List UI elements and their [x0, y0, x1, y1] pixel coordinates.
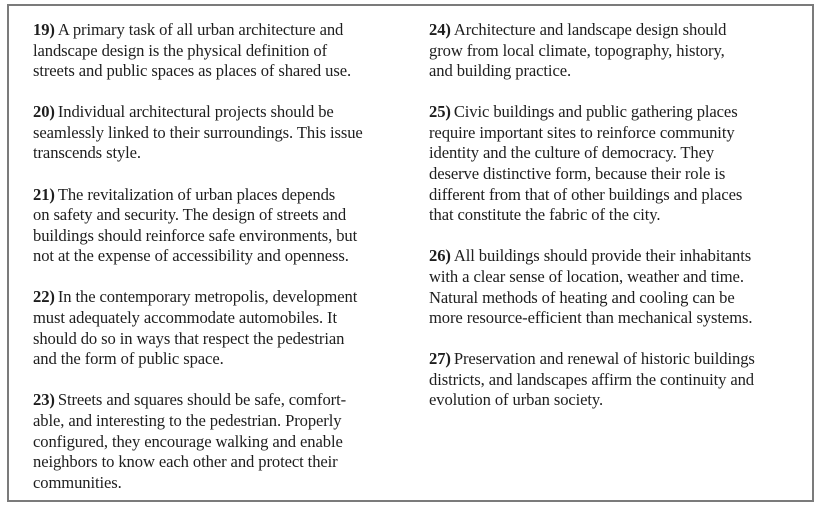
principle-number: 24) [429, 20, 451, 39]
document-frame [7, 4, 814, 502]
principle-line [429, 267, 799, 288]
principle-number: 22) [33, 287, 55, 307]
principle-text: landscape design is the physical definition of [33, 40, 328, 60]
principle-line [429, 102, 799, 123]
principle-line [429, 205, 799, 226]
principle-item [33, 185, 403, 267]
principle-text: able, and interesting to the pedestrian. Properly [33, 410, 342, 430]
principle-text: on safety and security. The design of streets and [33, 205, 347, 225]
principle-text: streets and public spaces as places of shared use. [33, 61, 352, 81]
principle-line [33, 102, 403, 123]
principle-line [429, 390, 799, 411]
principle-line [429, 288, 799, 309]
principle-item [429, 102, 799, 226]
principle-number: 25) [429, 102, 451, 122]
principle-line [33, 308, 403, 329]
principle-line [33, 287, 403, 308]
principle-text: All buildings should provide their inhabitants [453, 246, 752, 266]
principle-text: grow from local climate, topography, history, [429, 40, 725, 60]
principle-line [33, 390, 403, 411]
principle-number: 20) [33, 102, 55, 122]
principle-line [33, 143, 403, 164]
principle-number: 26) [429, 246, 451, 266]
principle-line [429, 349, 799, 370]
principle-number: 23) [33, 390, 55, 410]
principle-line [33, 123, 403, 144]
principle-line [33, 61, 403, 82]
principle-item [33, 287, 403, 369]
principle-text: Natural methods of heating and cooling can be [429, 287, 735, 307]
principle-line [33, 329, 403, 350]
principle-line [33, 185, 403, 206]
principle-line [429, 20, 799, 41]
principle-text: In the contemporary metropolis, development [57, 287, 358, 307]
principle-text: Streets and squares should be safe, comfort- [57, 390, 347, 410]
principle-text: evolution of urban society. [429, 390, 604, 410]
principle-item [429, 349, 799, 411]
principle-text: not at the expense of accessibility and openness. [33, 246, 349, 266]
principle-line [429, 41, 799, 62]
principle-line [33, 226, 403, 247]
principle-line [33, 349, 403, 370]
principle-text: communities. [33, 472, 122, 492]
principle-line [33, 20, 403, 41]
principle-text: buildings should reinforce safe environments, but [33, 225, 358, 245]
principle-number: 27) [429, 349, 451, 369]
principle-line [429, 308, 799, 329]
principle-item [33, 102, 403, 164]
principle-text: The revitalization of urban places depends [57, 184, 336, 204]
principle-line [33, 432, 403, 453]
principle-line [33, 452, 403, 473]
principle-text: configured, they encourage walking and enable [33, 431, 343, 451]
principle-line [429, 246, 799, 267]
principle-item [429, 20, 799, 82]
principle-text: Individual architectural projects should be [57, 102, 334, 122]
principle-text: more resource-efficient than mechanical systems. [429, 308, 753, 328]
principle-line [429, 370, 799, 391]
principle-line [429, 61, 799, 82]
principle-text: deserve distinctive form, because their role is [429, 164, 726, 184]
principle-text: different from that of other buildings and places [429, 184, 743, 204]
principle-text: seamlessly linked to their surroundings. This issue [33, 122, 363, 142]
principle-line [429, 143, 799, 164]
principle-line [429, 185, 799, 206]
principle-item [429, 246, 799, 328]
principle-item [33, 390, 403, 493]
principle-text: Preservation and renewal of historic buildings [453, 349, 755, 369]
principle-line [429, 123, 799, 144]
principle-text: neighbors to know each other and protect their [33, 452, 338, 472]
principle-text: and the form of public space. [33, 349, 224, 369]
principle-line [33, 246, 403, 267]
principle-text: transcends style. [33, 143, 141, 163]
principle-text: require important sites to reinforce community [429, 122, 735, 142]
principle-text: that constitute the fabric of the city. [429, 205, 661, 225]
principle-line [33, 473, 403, 494]
principle-text: identity and the culture of democracy. They [429, 143, 715, 163]
principle-line [33, 41, 403, 62]
principle-text: Architecture and landscape design should [453, 20, 727, 39]
principle-number: 21) [33, 184, 55, 204]
left-column [33, 20, 403, 514]
principle-line [429, 164, 799, 185]
principle-text: Civic buildings and public gathering places [453, 102, 738, 122]
principle-text: A primary task of all urban architecture and [57, 20, 344, 39]
principle-text: must adequately accommodate automobiles. It [33, 308, 337, 328]
principle-text: districts, and landscapes affirm the continuity and [429, 369, 755, 389]
principle-text: with a clear sense of location, weather and time. [429, 266, 744, 286]
right-column [429, 20, 799, 432]
principle-text: and building practice. [429, 61, 572, 81]
principle-number: 19) [33, 20, 55, 39]
principle-item [33, 20, 403, 82]
principle-text: should do so in ways that respect the pedestrian [33, 328, 345, 348]
principle-line [33, 205, 403, 226]
principle-line [33, 411, 403, 432]
